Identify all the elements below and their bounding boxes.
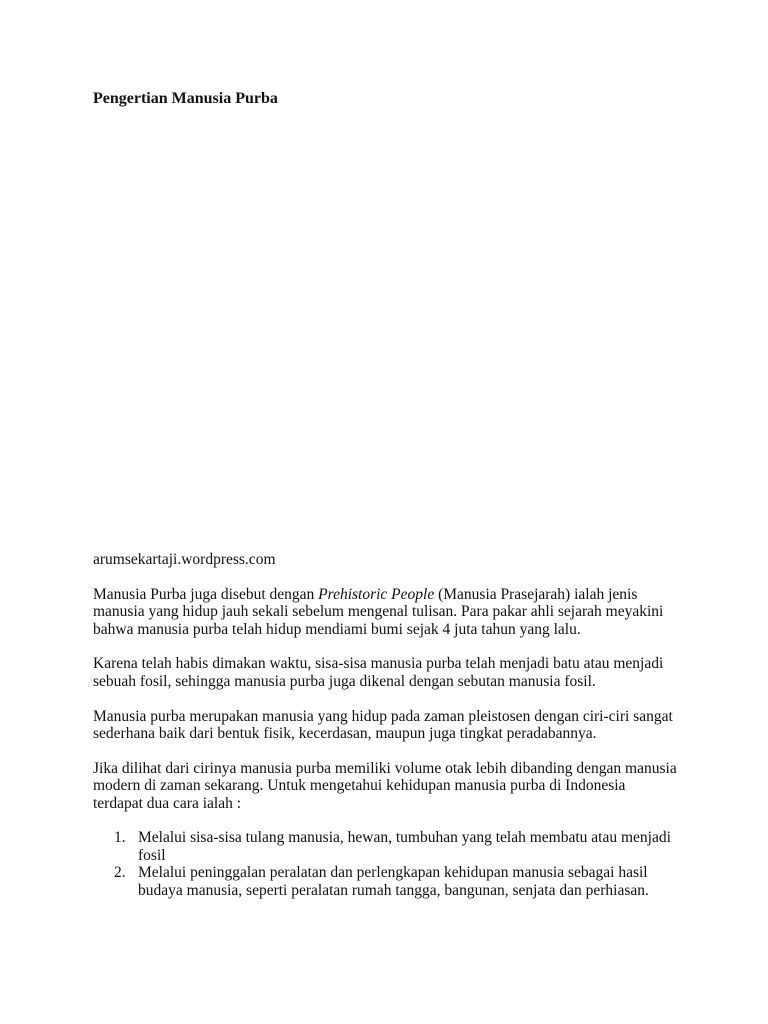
methods-list: [93, 829, 679, 899]
paragraph-prehistoric-people: [93, 586, 679, 638]
document-title: Pengertian Manusia Purba: [93, 90, 278, 107]
list-item: [93, 864, 679, 899]
paragraph-1-rest: (Manusia Prasejarah) ialah jenis manusia yang hidup jauh sekali sebelum mengenal tulisan. Para pakar ahli sejarah meyakini bahwa manusia purba telah hidup mendiami bumi sejak 4 juta tahun yang lalu.: [93, 585, 664, 638]
list-item-text: Melalui peninggalan peralatan dan perlengkapan kehidupan manusia sebagai hasil budaya manusia, seperti peralatan rumah tangga, bangunan, senjata dan perhiasan.: [138, 864, 649, 899]
paragraph-fossil: Karena telah habis dimakan waktu, sisa-sisa manusia purba telah menjadi batu atau menjadi sebuah fosil, sehingga manusia purba juga dikenal dengan sebutan manusia fosil.: [93, 655, 664, 690]
list-item-number: 2.: [114, 864, 126, 882]
list-item-text: Melalui sisa-sisa tulang manusia, hewan, tumbuhan yang telah membatu atau menjadi fosil: [138, 829, 671, 864]
blank-image-area: [93, 126, 679, 540]
source-line: arumsekartaji.wordpress.com: [93, 551, 276, 568]
paragraph-1-start: Manusia Purba juga disebut dengan: [93, 585, 319, 603]
list-item-number: 1.: [114, 829, 126, 847]
paragraph-brain-volume: Jika dilihat dari cirinya manusia purba memiliki volume otak lebih dibanding dengan manusia modern di zaman sekarang. Untuk mengetahui kehidupan manusia purba di Indonesia terdapat dua cara ialah :: [93, 759, 677, 812]
list-item: [93, 829, 679, 864]
document-body: [93, 551, 679, 899]
prehistoric-people-term: Prehistoric People: [318, 585, 435, 603]
paragraph-pleistocene: Manusia purba merupakan manusia yang hidup pada zaman pleistosen dengan ciri-ciri sangat sederhana baik dari bentuk fisik, kecerdasan, maupun juga tingkat peradabannya.: [93, 707, 673, 743]
